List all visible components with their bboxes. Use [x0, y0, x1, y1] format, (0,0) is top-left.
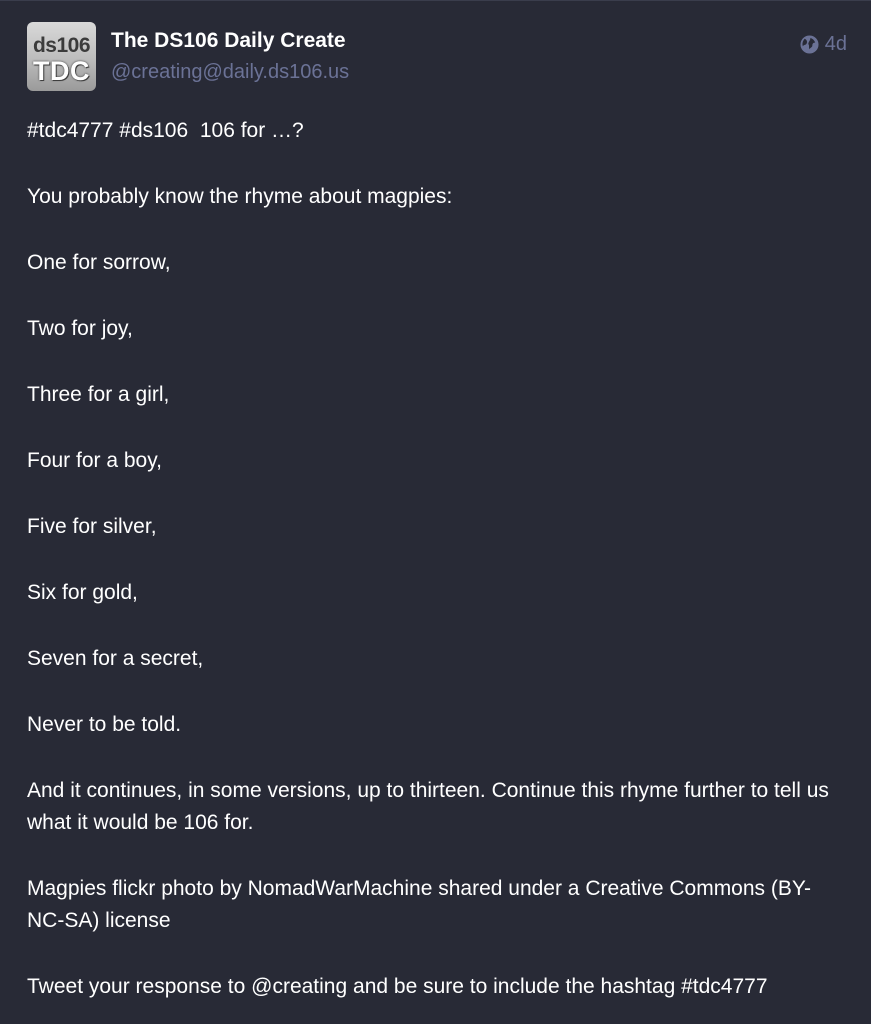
avatar-line-1: ds106 — [32, 34, 91, 57]
paragraph: Never to be told. — [27, 713, 182, 736]
paragraph: Five for silver, — [27, 515, 157, 538]
paragraph: Seven for a secret, — [27, 647, 204, 670]
globe-icon — [800, 35, 819, 54]
account-handle[interactable]: @creating@daily.ds106.us — [111, 61, 350, 83]
hashtag-link[interactable]: #ds106 — [119, 119, 189, 142]
timestamp-label: 4d — [824, 33, 847, 55]
intro-line — [27, 115, 837, 147]
paragraph: You probably know the rhyme about magpies: — [27, 185, 453, 208]
closing-paragraph — [27, 971, 837, 1003]
mention-link[interactable]: @creating — [251, 975, 348, 998]
closing-prefix: Tweet your response to — [27, 975, 246, 998]
paragraph: One for sorrow, — [27, 251, 171, 274]
paragraph: Two for joy, — [27, 317, 133, 340]
display-name[interactable]: The DS106 Daily Create — [111, 29, 346, 52]
paragraph: Four for a boy, — [27, 449, 163, 472]
avatar[interactable] — [27, 22, 96, 91]
closing-middle: and be sure to include the hashtag — [353, 975, 676, 998]
paragraph: Magpies flickr photo by NomadWarMachine shared under a Creative Commons (BY-NC-SA) license — [27, 877, 811, 932]
hashtag-link[interactable]: #tdc4777 — [681, 975, 768, 998]
status-content — [27, 115, 837, 1003]
avatar-line-2: TDC — [33, 56, 90, 86]
status-header — [27, 22, 847, 92]
paragraph: Three for a girl, — [27, 383, 170, 406]
status-timestamp[interactable] — [800, 32, 847, 56]
paragraph: And it continues, in some versions, up to thirteen. Continue this rhyme further to tell us what it would be 106 for. — [27, 779, 829, 834]
hashtag-link[interactable]: #tdc4777 — [27, 119, 114, 142]
intro-text: 106 for …? — [199, 119, 304, 142]
account-names — [111, 28, 349, 84]
paragraph: Six for gold, — [27, 581, 138, 604]
